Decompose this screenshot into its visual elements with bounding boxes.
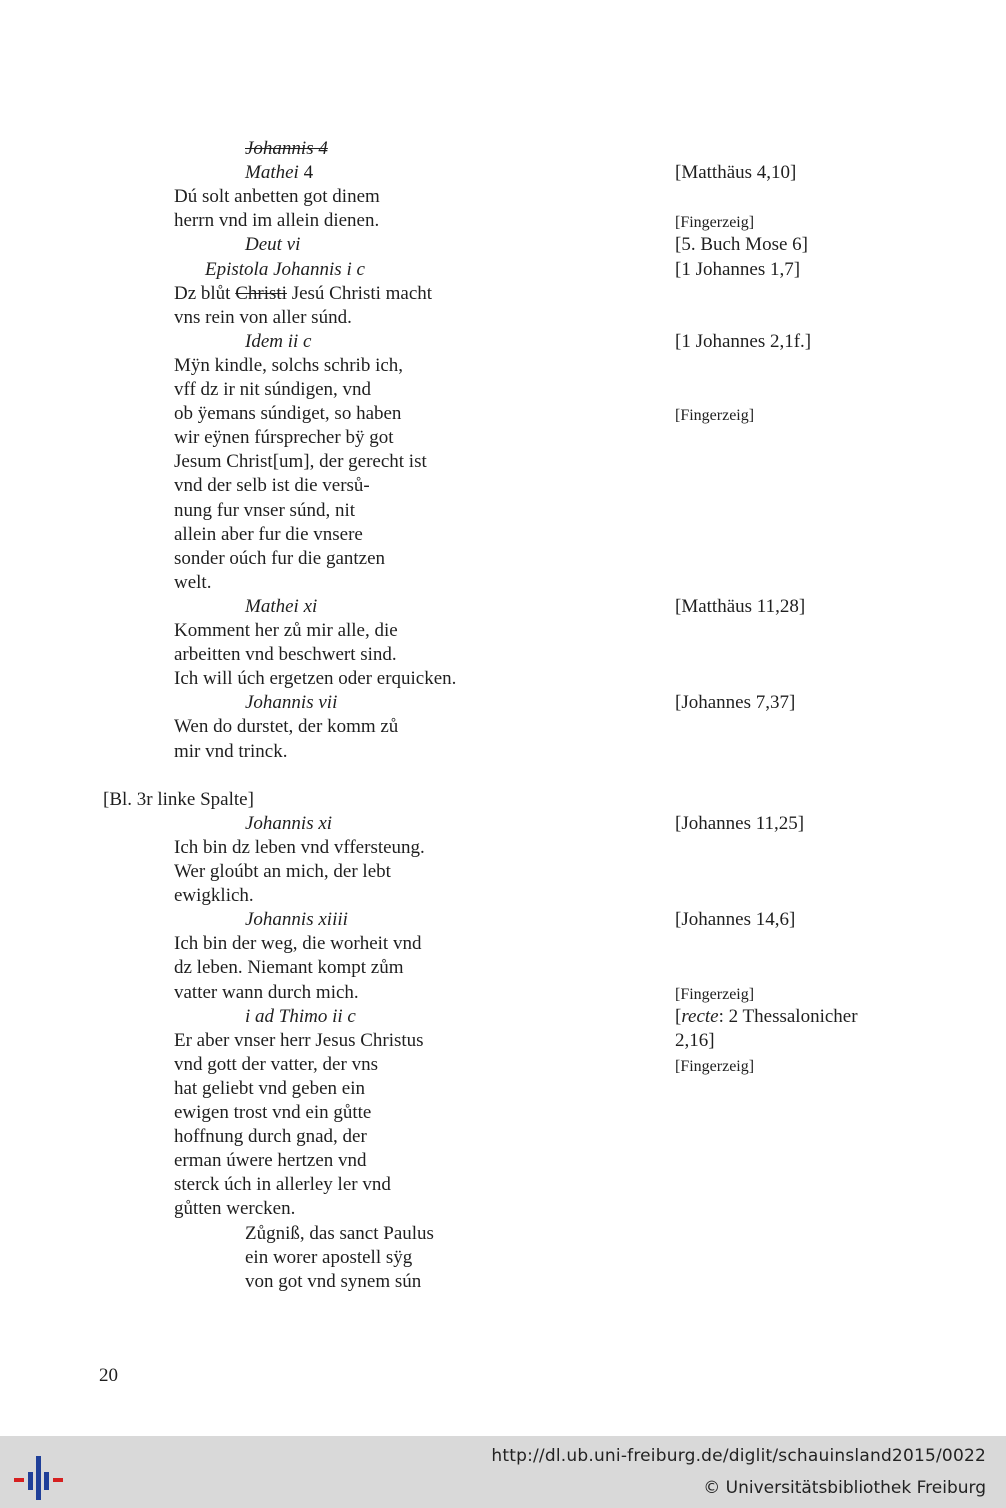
scripture-reference-heading: Mathei 4: [245, 162, 314, 183]
text-line: hoffnung durch gnad, der: [174, 1126, 367, 1147]
text-line: erman úwere hertzen vnd: [174, 1150, 367, 1171]
text-line: Wer gloúbt an mich, der lebt: [174, 861, 391, 882]
text-line: [Bl. 3r linke Spalte]: [103, 789, 254, 810]
scripture-reference-heading: Johannis xiiii: [245, 909, 348, 930]
text-line: ein worer apostell sÿg: [245, 1247, 413, 1268]
text-line: mir vnd trinck.: [174, 741, 288, 762]
text-line: Ich bin der weg, die worheit vnd: [174, 933, 422, 954]
text-line: ewigen trost vnd ein gůtte: [174, 1102, 372, 1123]
footer-bar: [0, 1436, 1006, 1508]
fingerzeig-note: [Fingerzeig]: [675, 986, 755, 1003]
copyright-notice: © Universitätsbibliothek Freiburg: [703, 1478, 986, 1498]
bible-reference-note: [Matthäus 4,10]: [675, 162, 797, 183]
bible-reference-note: 2,16]: [675, 1030, 715, 1051]
scripture-reference-heading: Johannis vii: [245, 692, 338, 713]
library-logo-icon: [14, 1444, 64, 1500]
bible-reference-note: [Johannes 7,37]: [675, 692, 796, 713]
text-line: ob ÿemans súndiget, so haben: [174, 403, 402, 424]
text-line: Dú solt anbetten got dinem: [174, 186, 380, 207]
text-line: Er aber vnser herr Jesus Christus: [174, 1030, 424, 1051]
text-line: Komment her zů mir alle, die: [174, 620, 398, 641]
bible-reference-note: [recte: 2 Thessalonicher: [675, 1006, 858, 1027]
text-line: vnd der selb ist die versů-: [174, 475, 370, 496]
scripture-reference-heading: Johannis xi: [245, 813, 333, 834]
text-line: vns rein von aller súnd.: [174, 307, 352, 328]
text-line: allein aber fur die vnsere: [174, 524, 363, 545]
scripture-reference-heading: Johannis 4: [245, 138, 328, 159]
bible-reference-note: [Johannes 11,25]: [675, 813, 805, 834]
text-line: gůtten wercken.: [174, 1198, 296, 1219]
bible-reference-note: [1 Johannes 2,1f.]: [675, 331, 812, 352]
text-line: vnd gott der vatter, der vns: [174, 1054, 378, 1075]
text-line: arbeitten vnd beschwert sind.: [174, 644, 397, 665]
scripture-reference-heading: Epistola Johannis i c: [205, 259, 365, 280]
fingerzeig-note: [Fingerzeig]: [675, 1058, 755, 1075]
scripture-reference-heading: Idem ii c: [245, 331, 312, 352]
bible-reference-note: [Matthäus 11,28]: [675, 596, 806, 617]
text-line: nung fur vnser súnd, nit: [174, 500, 356, 521]
text-line: Mÿn kindle, solchs schrib ich,: [174, 355, 404, 376]
permalink-url[interactable]: http://dl.ub.uni-freiburg.de/diglit/schauinsland2015/0022: [491, 1446, 986, 1466]
text-line: von got vnd synem sún: [245, 1271, 422, 1292]
text-line: ewigklich.: [174, 885, 254, 906]
text-line: Ich bin dz leben vnd vffersteung.: [174, 837, 425, 858]
text-line: welt.: [174, 572, 212, 593]
scripture-reference-heading: i ad Thimo ii c: [245, 1006, 356, 1027]
bible-reference-note: [1 Johannes 1,7]: [675, 259, 801, 280]
text-line: Zůgniß, das sanct Paulus: [245, 1223, 434, 1244]
text-line: herrn vnd im allein dienen.: [174, 210, 380, 231]
page-number: 20: [99, 1365, 118, 1386]
text-line: Jesum Christ[um], der gerecht ist: [174, 451, 427, 472]
fingerzeig-note: [Fingerzeig]: [675, 407, 755, 424]
bible-reference-note: [Johannes 14,6]: [675, 909, 796, 930]
text-line: Ich will úch ergetzen oder erquicken.: [174, 668, 457, 689]
text-line: wir eÿnen fúrsprecher bÿ got: [174, 427, 394, 448]
bible-reference-note: [5. Buch Mose 6]: [675, 234, 808, 255]
fingerzeig-note: [Fingerzeig]: [675, 214, 755, 231]
text-line: vatter wann durch mich.: [174, 982, 359, 1003]
scripture-reference-heading: Mathei xi: [245, 596, 318, 617]
text-line: Wen do durstet, der komm zů: [174, 716, 399, 737]
text-line: Dz blůt Christi Jesú Christi macht: [174, 283, 433, 304]
text-line: sterck úch in allerley ler vnd: [174, 1174, 391, 1195]
text-line: hat geliebt vnd geben ein: [174, 1078, 365, 1099]
text-line: sonder oúch fur die gantzen: [174, 548, 386, 569]
text-line: dz leben. Niemant kompt zům: [174, 957, 404, 978]
text-line: vff dz ir nit súndigen, vnd: [174, 379, 372, 400]
scripture-reference-heading: Deut vi: [245, 234, 301, 255]
